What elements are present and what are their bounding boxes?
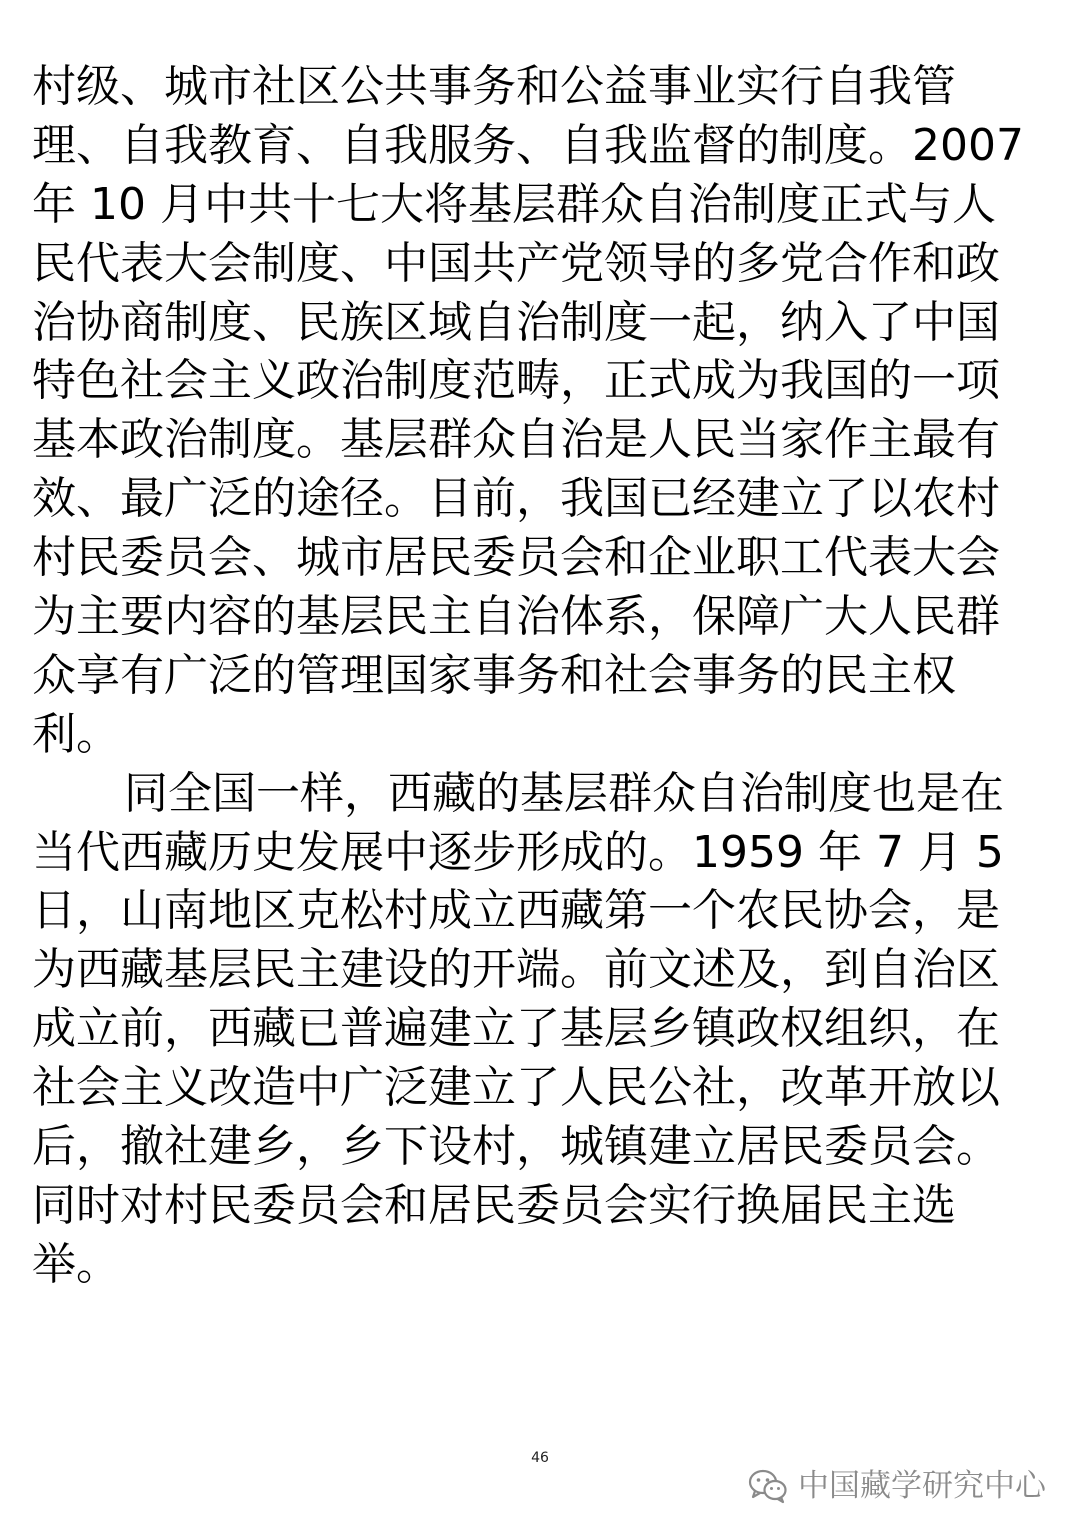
text-line-7: 基本政治制度。基层群众自治是人民当家作主最有 xyxy=(32,414,1000,466)
text-line-18: 社会主义改造中广泛建立了人民公社，改革开放以 xyxy=(32,1062,1000,1114)
watermark-text: 中国藏学研究中心 xyxy=(798,1468,1046,1504)
text-line-8: 效、最广泛的途径。目前，我国已经建立了以农村 xyxy=(32,473,1000,525)
text-line-10: 为主要内容的基层民主自治体系，保障广大人民群 xyxy=(32,591,1000,643)
wechat-icon xyxy=(748,1468,788,1504)
text-line-21: 举。 xyxy=(32,1238,120,1290)
text-line-5: 治协商制度、民族区域自治制度一起，纳入了中国 xyxy=(32,296,1000,348)
text-line-1: 村级、城市社区公共事务和公益事业实行自我管 xyxy=(32,61,956,112)
text-line-13: 同全国一样，西藏的基层群众自治制度也是在 xyxy=(124,767,1004,819)
text-line-12: 利。 xyxy=(32,708,120,760)
text-line-17: 成立前，西藏已普遍建立了基层乡镇政权组织，在 xyxy=(32,1003,1000,1055)
text-line-20: 同时对村民委员会和居民委员会实行换届民主选 xyxy=(32,1179,956,1231)
text-line-3: 年 10 月中共十七大将基层群众自治制度正式与人 xyxy=(32,178,996,230)
text-line-16: 为西藏基层民主建设的开端。前文述及，到自治区 xyxy=(32,944,1000,996)
text-line-6: 特色社会主义政治制度范畴，正式成为我国的一项 xyxy=(32,355,1000,407)
text-line-11: 众享有广泛的管理国家事务和社会事务的民主权 xyxy=(32,649,956,701)
body-text xyxy=(32,58,1062,1295)
text-line-15: 日，山南地区克松村成立西藏第一个农民协会，是 xyxy=(32,885,1000,937)
text-line-14: 当代西藏历史发展中逐步形成的。1959 年 7 月 5 xyxy=(32,826,1004,878)
text-line-2: 理、自我教育、自我服务、自我监督的制度。2007 xyxy=(32,119,1024,171)
page-number: 46 xyxy=(531,1450,549,1466)
text-line-4: 民代表大会制度、中国共产党领导的多党合作和政 xyxy=(32,237,1000,289)
text-line-19: 后，撤社建乡，乡下设村，城镇建立居民委员会。 xyxy=(32,1121,1000,1173)
text-line-9: 村民委员会、城市居民委员会和企业职工代表大会 xyxy=(32,532,1000,584)
watermark xyxy=(748,1464,1046,1508)
